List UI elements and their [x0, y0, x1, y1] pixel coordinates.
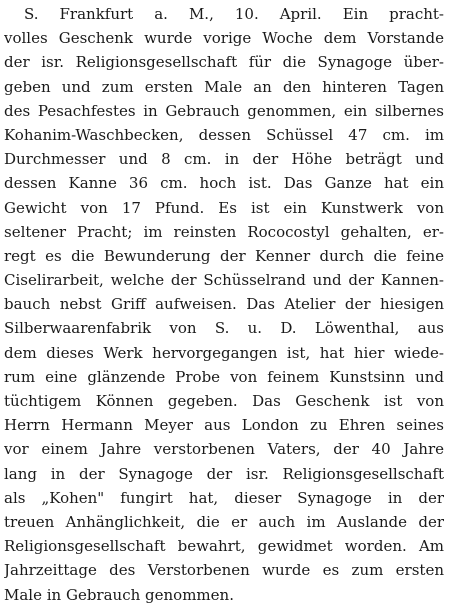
- article-line-12: Ciselirarbeit, welche der Schüsselrand und der Kannen-: [4, 271, 444, 290]
- article-line-23: Religionsgesellschaft bewahrt, gewidmet worden. Am: [4, 537, 444, 556]
- article-line-2: volles Geschenk wurde vorige Woche dem Vorstande: [4, 29, 444, 48]
- article-line-22: treuen Anhänglichkeit, die er auch im Auslande der: [4, 512, 444, 531]
- article-line-19: vor einem Jahre verstorbenen Vaters, der 40 Jahre: [4, 440, 444, 459]
- article-line-1: S. Frankfurt a. M., 10. April. Ein pracht-: [24, 5, 444, 23]
- article-line-15: dem dieses Werk hervorgegangen ist, hat hier wiede-: [4, 343, 444, 362]
- article-line-8: dessen Kanne 36 cm. hoch ist. Das Ganze hat ein: [4, 174, 444, 193]
- article-line-11: regt es die Bewunderung der Kenner durch die feine: [4, 246, 444, 265]
- article-line-3: der isr. Religionsgesellschaft für die Synagoge über-: [4, 53, 444, 72]
- newspaper-clipping: [4, 2, 444, 604]
- article-line-17: tüchtigem Können gegeben. Das Geschenk ist von: [4, 392, 444, 410]
- article-line-5: des Pesachfestes in Gebrauch genommen, ein silbernes: [4, 101, 444, 120]
- article-line-18: Herrn Hermann Meyer aus London zu Ehren seines: [4, 416, 444, 435]
- article-line-13: bauch nebst Griff aufweisen. Das Atelier der hiesigen: [4, 295, 444, 314]
- article-line-16: rum eine glänzende Probe von feinem Kunstsinn und: [4, 367, 444, 386]
- article-line-9: Gewicht von 17 Pfund. Es ist ein Kunstwerk von: [4, 198, 444, 217]
- article-line-25: Male in Gebrauch genommen.: [4, 585, 234, 604]
- article-line-7: Durchmesser und 8 cm. in der Höhe beträgt und: [4, 150, 444, 169]
- article-line-10: seltener Pracht; im reinsten Rococostyl gehalten, er-: [4, 222, 444, 241]
- article-text: [4, 2, 444, 607]
- article-line-21: als „Kohen" fungirt hat, dieser Synagoge in der: [4, 488, 444, 507]
- article-line-4: geben und zum ersten Male an den hinteren Tagen: [4, 77, 444, 96]
- article-line-20: lang in der Synagoge der isr. Religionsgesellschaft: [4, 464, 444, 483]
- article-line-6: Kohanim-Waschbecken, dessen Schüssel 47 cm. im: [4, 125, 444, 144]
- article-line-24: Jahrzeittage des Verstorbenen wurde es zum ersten: [4, 561, 444, 580]
- article-line-14: Silberwaarenfabrik von S. u. D. Löwenthal, aus: [4, 319, 444, 338]
